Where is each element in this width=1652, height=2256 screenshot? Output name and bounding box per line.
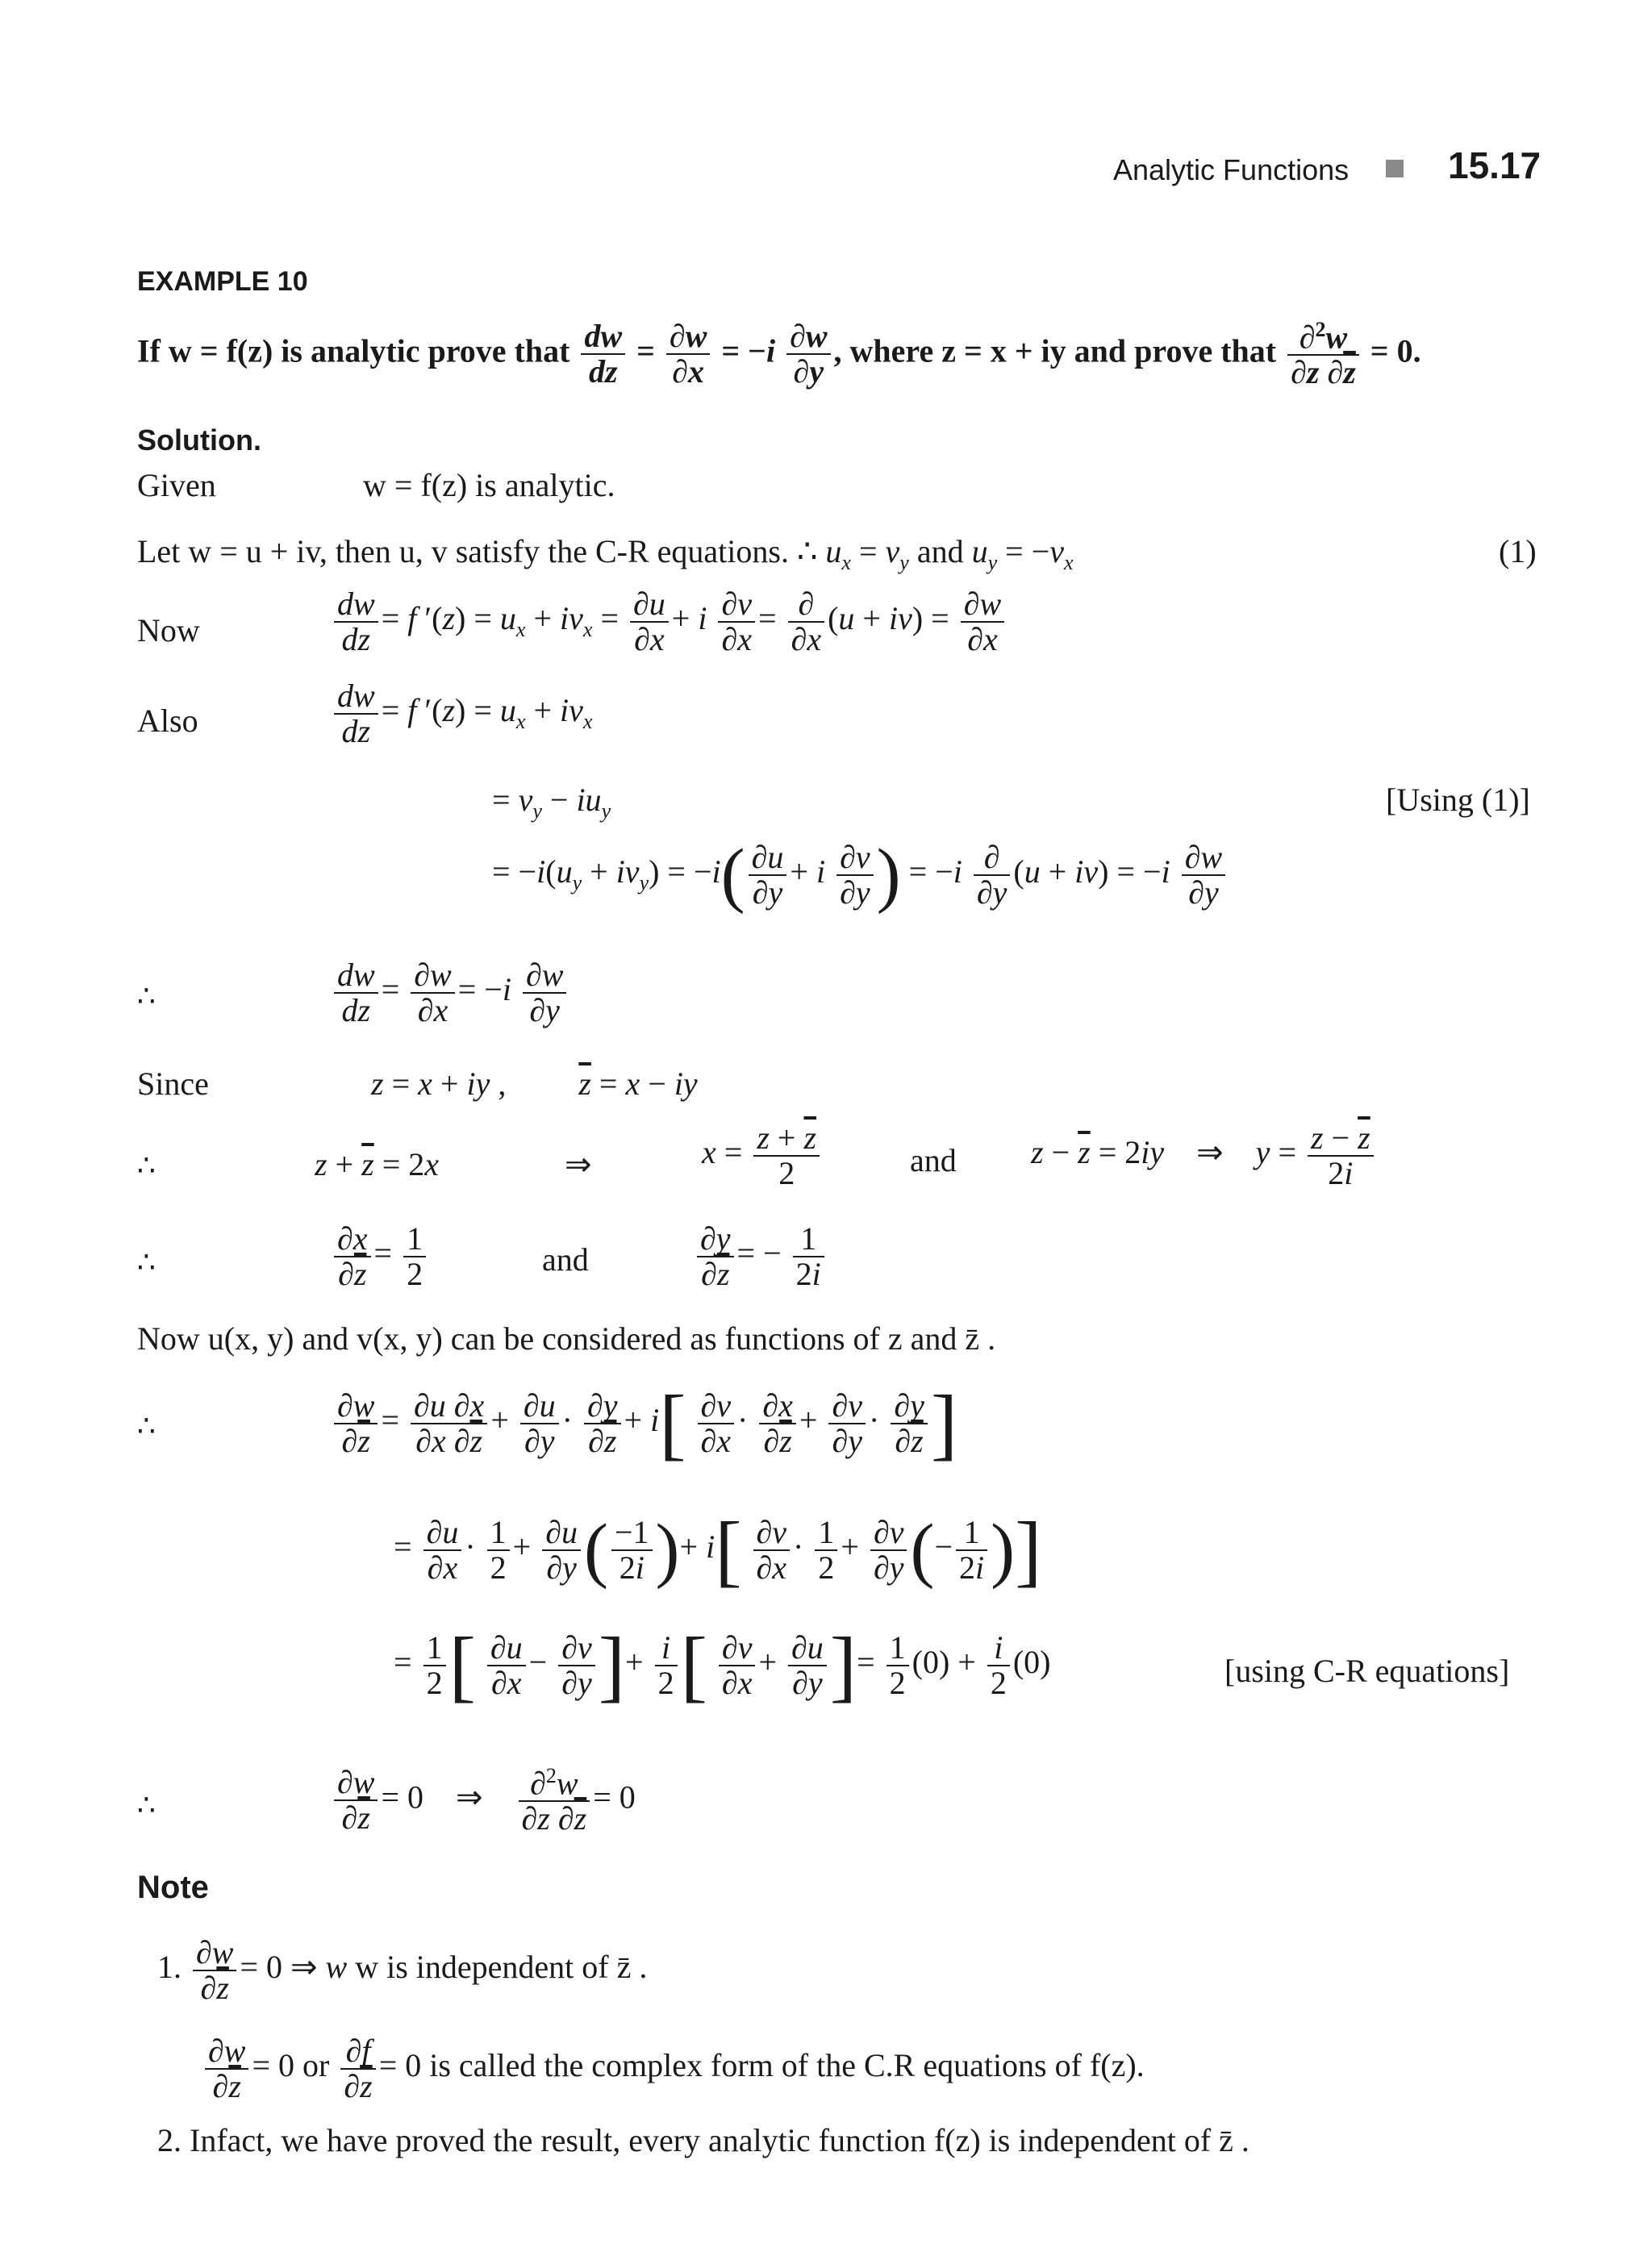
example-heading: EXAMPLE 10	[137, 266, 308, 297]
note-item-1-text: w is independent of z̄ .	[355, 1949, 648, 1986]
using-cr-note: [using C-R equations]	[1224, 1653, 1510, 1689]
let-line-text: Let w = u + iv, then u, v satisfy the C-R equations. ∴	[137, 533, 818, 569]
let-line: Let w = u + iv, then u, v satisfy the C-R equations. ∴ $u_x = v_y$ and $u_y = -v_x$	[137, 533, 1074, 574]
equation-chain-rule: $\frac{\partial w}{\partial\overline{z}}$ = $\frac{\partial u \partial x}{\partial x \partial\overline{z}}$ + $\frac{\partial u}{\partial y}$ · $\frac{\partial y}{\partial\overline{z}}$ + i[ $\frac{\partial v}{\partial x}$ · $\frac{\partial x}{\partial\overline{z}}$ + $\frac{\partial v}{\partial y}$ · $\frac{\partial y}{\partial\overline{z}}$ ]	[331, 1383, 957, 1464]
therefore-symbol: ∴	[137, 1789, 156, 1822]
implies-arrow: ⇒	[565, 1146, 592, 1182]
using-1-note: [Using (1)]	[1386, 782, 1530, 818]
equation-final: $\frac{\partial w}{\partial\overline{z}}$ = 0 ⇒ $\frac{\partial^2w}{\partial z \partial\overline{z}}$ = 0	[331, 1765, 636, 1836]
equation-number-1: (1)	[1499, 533, 1537, 569]
running-title: Analytic Functions	[1113, 153, 1350, 186]
equation-also-2: = $v_y - iu_y$	[492, 782, 611, 823]
note-heading: Note	[137, 1870, 209, 1905]
and-word: and	[910, 1142, 957, 1178]
equation-also-3: = $-i(u_y + iv_y) = -i$( $\frac{\partial u}{\partial y}$ + i $\frac{\partial v}{\partial y}$ ) = −i $\frac{\partial}{\partial y}$ (u + iv) = −i $\frac{\partial w}{\partial y}$	[492, 839, 1229, 911]
note-item-2	[157, 2121, 1249, 2159]
equation-also: $\frac{dw}{dz}$ = f $'(z) = u_x + iv_x$	[331, 679, 592, 749]
note-item-1: 1. $\frac{\partial w}{\partial\overline{z}}$ = 0 ⇒ w w is independent of z̄ .	[157, 1934, 648, 2006]
given-label: Given	[137, 467, 216, 503]
equation-dy-dzbar: $\frac{\partial y}{\partial\overline{z}}$ = − $\frac{1}{2i}$	[694, 1222, 828, 1291]
therefore-symbol: ∴	[137, 1246, 156, 1279]
statement-end: = 0.	[1370, 332, 1421, 369]
since-label: Since	[137, 1065, 209, 1102]
equation-since: z = x + iy , $\overline{z} = x$ − iy	[371, 1065, 698, 1102]
note-item-2-text: Infact, we have proved the result, every analytic function f(z) is independent of z̄ .	[190, 2122, 1249, 2158]
therefore-symbol: ∴	[137, 1149, 156, 1182]
equation-now: $\frac{dw}{dz}$ = f $'(z) = u_x + iv_x$ = $\frac{\partial u}{\partial x}$ + i $\frac{\partial v}{\partial x}$ = $\frac{\partial}{\partial x}$ (u + iv) = $\frac{\partial w}{\partial x}$	[331, 587, 1007, 657]
separator-square-icon	[1386, 160, 1404, 177]
note-or-word: or	[302, 2047, 330, 2084]
statement-part2: , where z = x + iy and prove that	[833, 332, 1277, 369]
equation-chain-rule-3: = $\frac{1}{2}$ [ $\frac{\partial u}{\partial x}$ − $\frac{\partial v}{\partial y}$ ]+ $\frac{i}{2}$ [ $\frac{\partial v}{\partial x}$ + $\frac{\partial u}{\partial y}$ ]= $\frac{1}{2}$ (0) + $\frac{i}{2}$ (0)	[394, 1620, 1051, 1710]
therefore-symbol: ∴	[137, 1410, 156, 1443]
and-word: and	[542, 1241, 589, 1278]
equation-dx-dzbar: $\frac{\partial x}{\partial\overline{z}}$ = $\frac{1}{2}$	[331, 1222, 429, 1291]
therefore-symbol: ∴	[137, 980, 156, 1013]
example-statement: If w = f(z) is analytic prove that $\frac{dw}{dz}$ = $\frac{\partial w}{\partial x}$ = −i $\frac{\partial w}{\partial y}$ , where z = x + iy and prove that $\frac{\partial^2w}{\partial z \partial\overline{z}}$ = 0.	[137, 318, 1421, 391]
statement-part1: If w = f(z) is analytic prove that	[137, 332, 570, 369]
note-item-2-number: 2.	[157, 2122, 181, 2158]
note-item-1-number: 1.	[157, 1949, 181, 1986]
equation-result-1: $\frac{dw}{dz}$ = $\frac{\partial w}{\partial x}$ = −i $\frac{\partial w}{\partial y}$	[331, 958, 569, 1028]
equation-z-sum: $z + \overline{z} = 2x$	[315, 1146, 440, 1182]
now-label: Now	[137, 612, 200, 648]
equation-chain-rule-2: = $\frac{\partial u}{\partial x}$ · $\frac{1}{2}$ + $\frac{\partial u}{\partial y}$ ( $\frac{-1}{2i}$ )+ i[ $\frac{\partial v}{\partial x}$ · $\frac{1}{2}$ + $\frac{\partial v}{\partial y}$ (− $\frac{1}{2i}$ )]	[394, 1505, 1042, 1595]
equation-x: x = $\frac{z + \overline{z}}{2}$	[702, 1121, 823, 1191]
also-label: Also	[137, 703, 198, 739]
given-text: w = f(z) is analytic.	[363, 467, 615, 503]
now-line: Now u(x, y) and v(x, y) can be considered as functions of z and z̄ .	[137, 1320, 996, 1357]
note-item-1b-text: is called the complex form of the C.R equations of f(z).	[429, 2047, 1145, 2084]
page-number: 15.17	[1448, 144, 1541, 186]
solution-heading: Solution.	[137, 423, 261, 457]
equation-z-diff: $z - \overline{z} = 2iy$ ⇒ y = $\frac{z - \overline{z}}{2i}$	[1031, 1121, 1377, 1191]
note-item-1b: $\frac{\partial w}{\partial\overline{z}}$ = 0 or $\frac{\partial f}{\partial\overline{z}}$ = 0 is called the complex form of the C.R equations of f(z).	[202, 2034, 1145, 2104]
